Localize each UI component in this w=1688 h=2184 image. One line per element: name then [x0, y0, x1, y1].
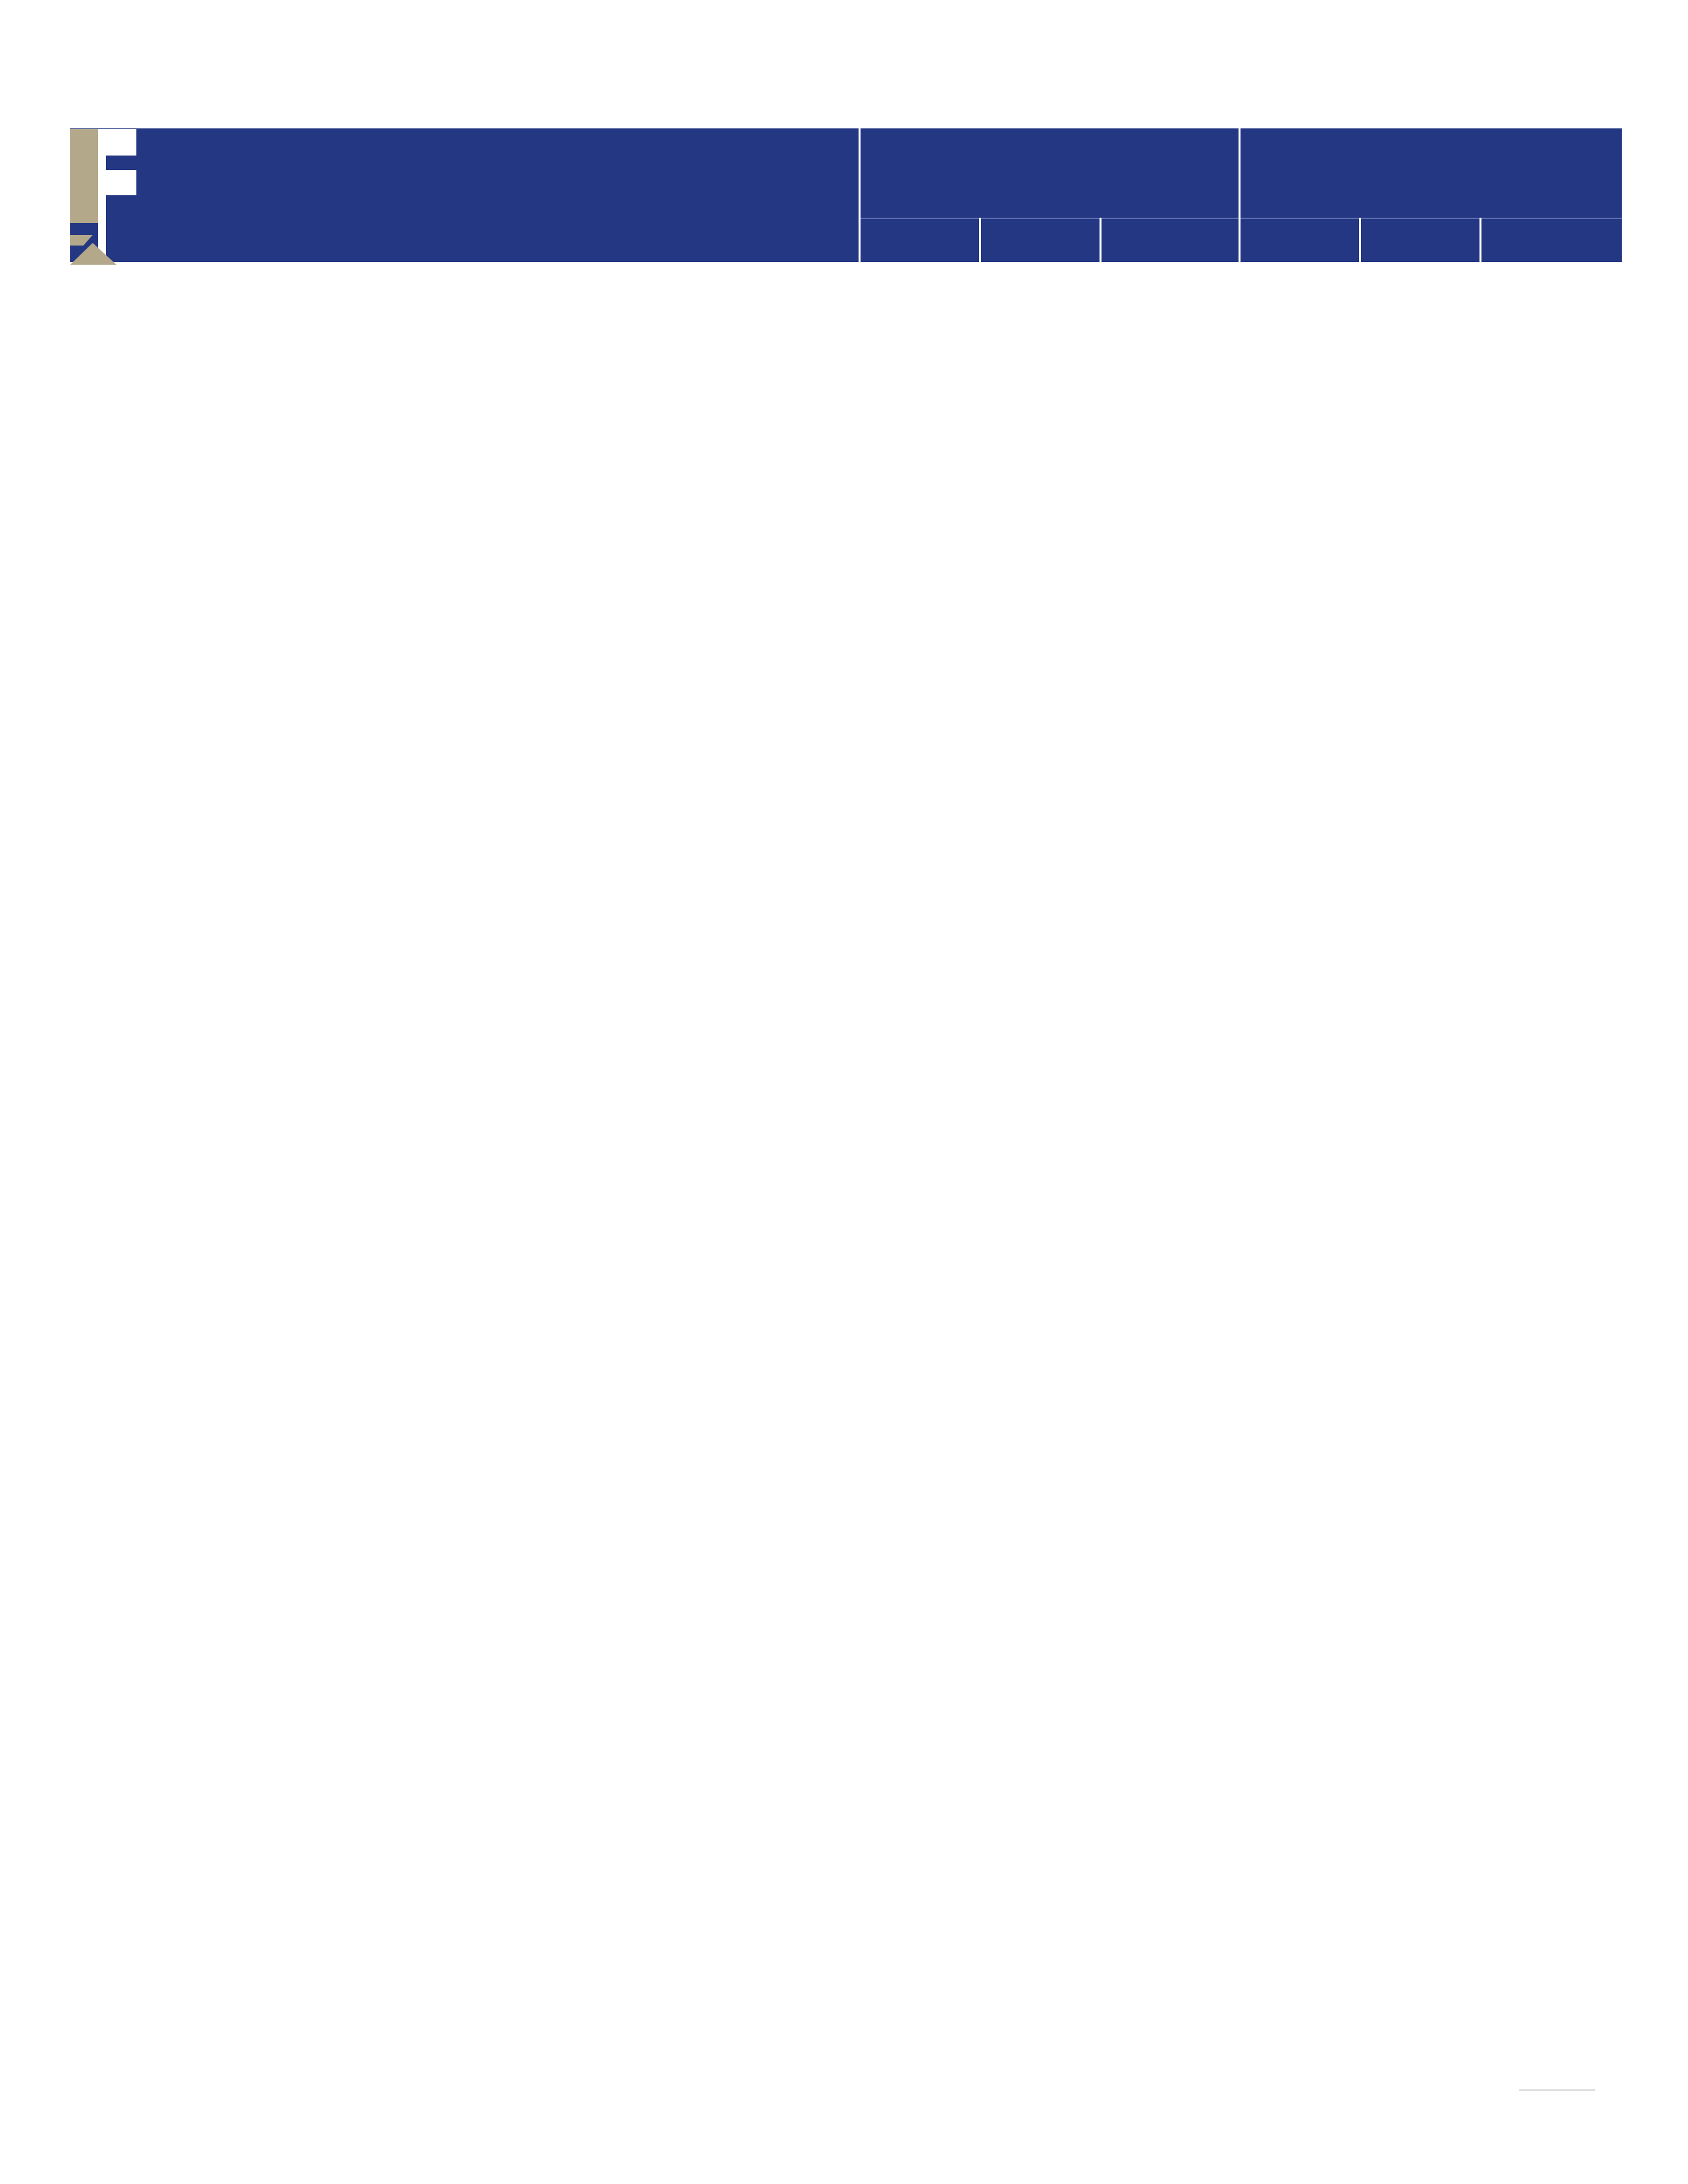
regional-balance-header	[859, 128, 1239, 218]
col-regional-apply	[980, 218, 1100, 262]
table-header	[70, 128, 1622, 262]
university-logo-icon	[70, 129, 136, 265]
col-general-rate	[1480, 218, 1622, 262]
unit-name-header	[70, 128, 859, 262]
col-general-recruit	[1239, 218, 1360, 262]
col-regional-rate	[1100, 218, 1239, 262]
col-general-apply	[1360, 218, 1480, 262]
general-header	[1239, 128, 1622, 218]
admission-table	[70, 128, 1622, 262]
col-regional-recruit	[859, 218, 980, 262]
footer-divider	[1519, 2089, 1595, 2091]
